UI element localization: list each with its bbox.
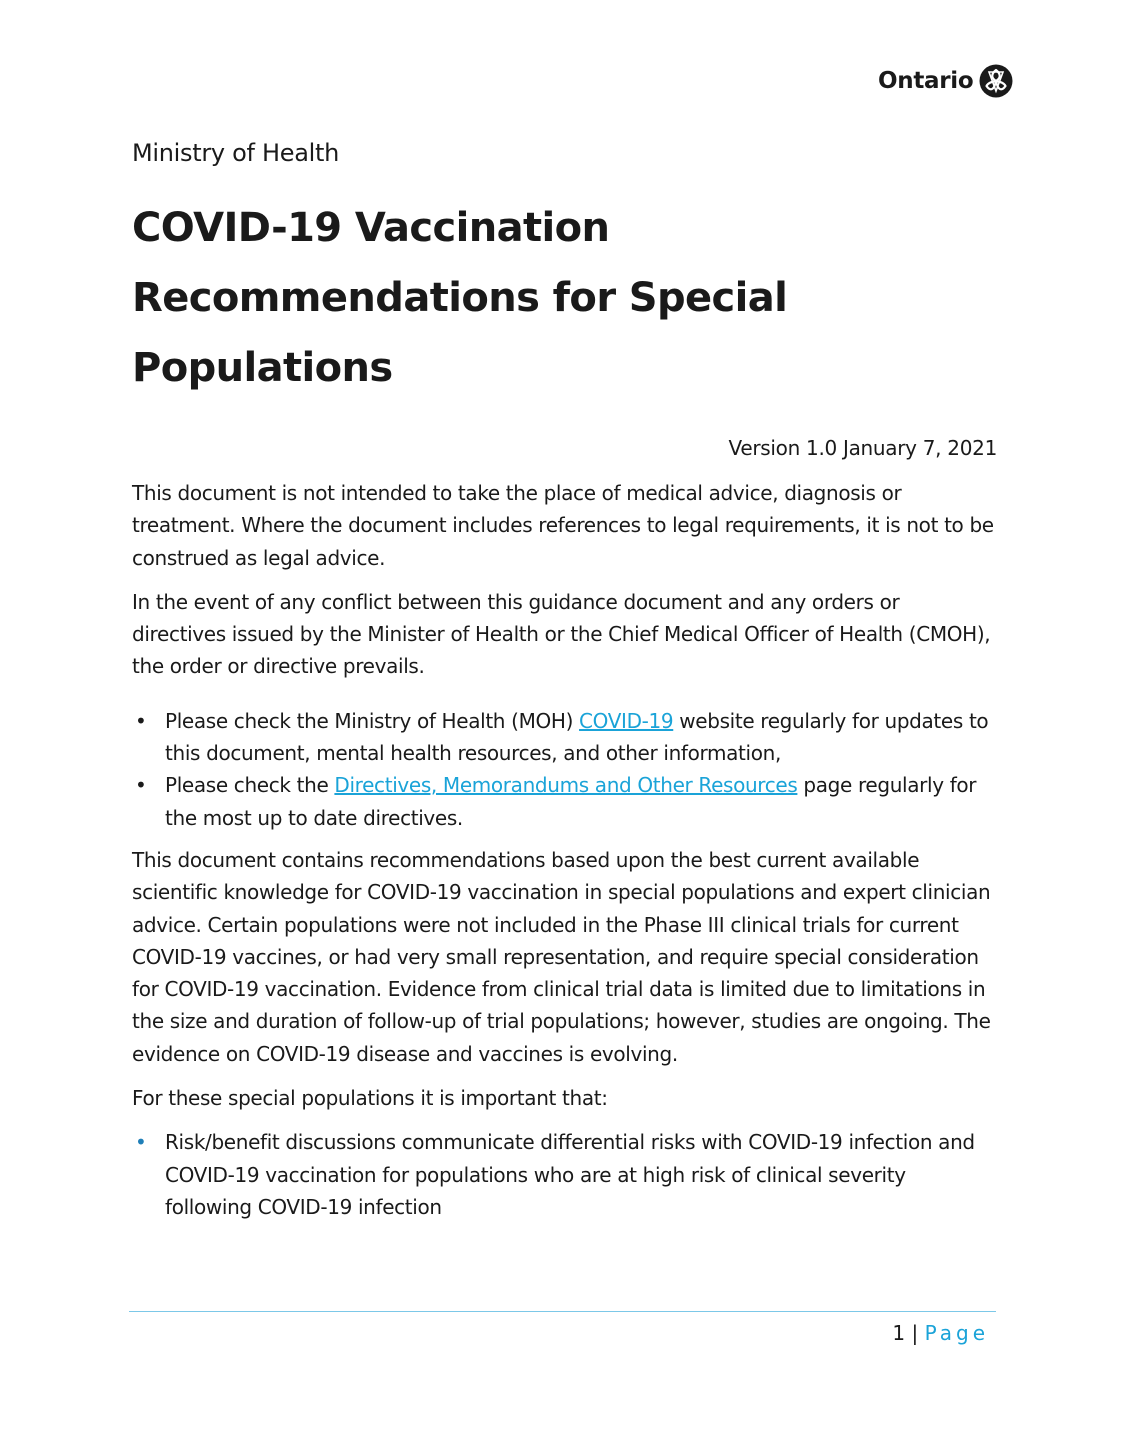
resource-bullet-list: [132, 705, 997, 834]
list-item-text: website regularly for updates to this document, mental health resources, and other information,: [165, 708, 989, 766]
ministry-name: Ministry of Health: [132, 139, 340, 167]
list-item: [132, 769, 997, 834]
document-body: [132, 134, 997, 1223]
ontario-trillium-icon: [979, 64, 1013, 98]
list-item-text: Please check the: [165, 773, 335, 798]
bullet-dot-icon: •: [135, 708, 147, 733]
page-label: Page: [924, 1321, 989, 1345]
bullet-dot-icon: •: [135, 773, 147, 798]
important-bullet-list: [132, 1126, 997, 1223]
list-item: [132, 705, 997, 770]
list-item-text: Risk/benefit discussions communicate differential risks with COVID-19 infection and COVID-19 vaccination for populations who are at high risk of clinical severity following COVID-19 infection: [165, 1130, 975, 1219]
list-item: [132, 1126, 997, 1223]
logo-wordmark: Ontario: [878, 68, 974, 94]
page-number-separator: |: [911, 1321, 919, 1345]
bullet-dot-icon: •: [135, 1130, 147, 1155]
recommendations-paragraph: This document contains recommendations based upon the best current available scientific knowledge for COVID-19 vaccination in special populations and expert clinician advice. Certain populations were not included in the Phase III clinical trials for current COVID-19 vaccines, or had very small representation, and require special consideration for COVID-19 vaccination. Evidence from clinical trial data is limited due to limitations in the size and duration of follow-up of trial populations; however, studies are ongoing. The evidence on COVID-19 disease and vaccines is evolving.: [132, 847, 991, 1066]
covid-19-link[interactable]: COVID-19: [579, 708, 674, 733]
version-date: Version 1.0 January 7, 2021: [728, 436, 997, 460]
directives-link[interactable]: Directives, Memorandums and Other Resources: [334, 773, 798, 798]
ontario-logo: [878, 64, 1013, 98]
footer-divider: [129, 1311, 996, 1312]
list-item-text: Please check the Ministry of Health (MOH): [165, 708, 580, 733]
list-item-text: page regularly for the most up to date directives.: [165, 773, 977, 830]
important-intro-paragraph: For these special populations it is important that:: [132, 1086, 608, 1111]
document-title: COVID-19 Vaccination Recommendations for Special Populations: [132, 205, 788, 391]
page-number-value: 1: [892, 1321, 906, 1345]
disclaimer-paragraph: This document is not intended to take the place of medical advice, diagnosis or treatment. Where the document includes references to legal requirements, it is not to be construed as legal advice.: [132, 481, 994, 570]
page-number: [892, 1318, 989, 1348]
conflict-paragraph: In the event of any conflict between this guidance document and any orders or directives issued by the Minister of Health or the Chief Medical Officer of Health (CMOH), the order or directive prevails.: [132, 589, 991, 679]
